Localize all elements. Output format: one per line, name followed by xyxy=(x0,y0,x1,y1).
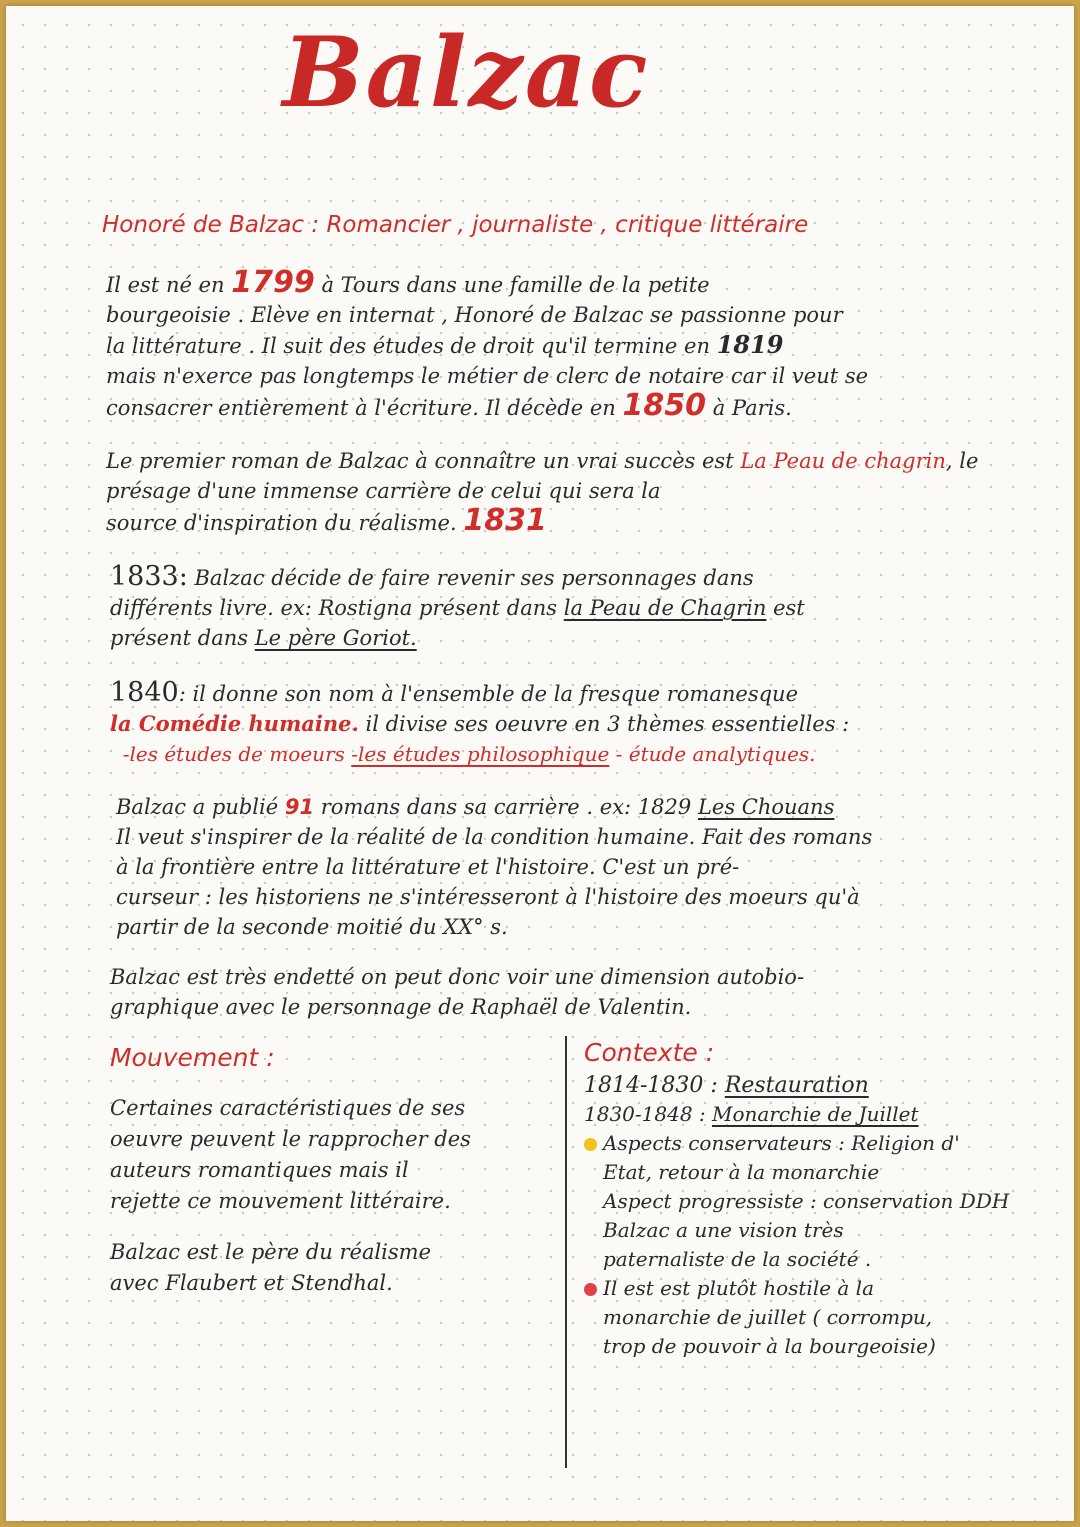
subtitle: Honoré de Balzac : Romancier , journaliste , critique littéraire xyxy=(102,212,809,238)
theme-analytiques: - étude analytiques. xyxy=(615,742,816,766)
comedie-humaine: la Comédie humaine. xyxy=(110,711,359,736)
monarchie-de-juillet: Monarchie de Juillet xyxy=(712,1102,919,1126)
page-title: Balzac xyxy=(282,16,650,129)
year-1840: 1840 xyxy=(110,677,179,708)
column-divider xyxy=(565,1036,567,1468)
book-peau-de-chagrin-underlined: la Peau de Chagrin xyxy=(563,596,767,620)
contexte-section: Contexte : 1814-1830 : Restauration 1830-1848 : Monarchie de Juillet Aspects conservateurs : Religion d' Etat, retour à la monarchie Aspect progressiste : conservation DDH Balzac a une vision très paternaliste de la société . Il est est plutôt hostile à la monarchie de juillet ( corrompu, trop de pouvoir à la bourgeoisie) xyxy=(584,1038,1054,1361)
publications-paragraph: Balzac a publié 91 romans dans sa carrière . ex: 1829 Les Chouans Il veut s'inspirer de la réalité de la condition humaine. Fait des romans à la frontière entre la littérature et l'histoire. C'est un pré- curseur : les historiens ne s'intéresseront à l'histoire des moeurs qu'à partir de la seconde moitié du XX° s. xyxy=(116,795,873,939)
death-year: 1850 xyxy=(622,388,706,423)
red-bullet-icon xyxy=(584,1283,597,1296)
law-end-year: 1819 xyxy=(716,330,784,359)
first-success-paragraph: Le premier roman de Balzac à connaître un vrai succès est La Peau de chagrin, le présage d'une immense carrière de celui qui sera la source d'inspiration du réalisme. 1831 xyxy=(106,449,979,538)
mouvement-section: Mouvement : Certaines caractéristiques de ses oeuvre peuvent le rapprocher des auteurs romantiques mais il rejette ce mouvement littéraire. Balzac est le père du réalisme avec Flaubert et Stendhal. xyxy=(110,1042,550,1299)
contexte-heading: Contexte : xyxy=(584,1038,715,1067)
book-les-chouans: Les Chouans xyxy=(697,795,835,819)
success-year: 1831 xyxy=(463,503,547,538)
book-peau-de-chagrin: La Peau de chagrin xyxy=(740,449,946,473)
book-pere-goriot: Le père Goriot. xyxy=(254,626,417,650)
year-1833: 1833: xyxy=(110,561,188,592)
recurring-characters-paragraph: 1833: Balzac décide de faire revenir ses personnages dans différents livre. ex: Rostigna présent dans la Peau de Chagrin est présent dans Le père Goriot. xyxy=(110,561,805,650)
debt-paragraph: Balzac est très endetté on peut donc voir une dimension autobio- graphique avec le personnage de Raphaël de Valentin. xyxy=(110,965,805,1019)
notebook-page xyxy=(6,6,1074,1521)
restauration: Restauration xyxy=(724,1073,869,1098)
theme-moeurs: -les études de moeurs xyxy=(122,742,345,766)
theme-philosophique: -les études philosophique xyxy=(351,742,610,766)
novel-count: 91 xyxy=(284,795,315,819)
biography-paragraph: Il est né en 1799 à Tours dans une famille de la petite bourgeoisie . Elève en internat , Honoré de Balzac se passionne pour la littérature . Il suit des études de droit qu'il termine en 1819 mais n'exerce pas longtemps le métier de clerc de notaire car il veut se consacrer entièrement à l'écriture. Il décède en 1850 à Paris. xyxy=(106,265,869,423)
yellow-bullet-icon xyxy=(584,1138,597,1151)
birth-year: 1799 xyxy=(231,265,315,300)
comedie-humaine-paragraph: 1840: il donne son nom à l'ensemble de la fresque romanesque la Comédie humaine. il divise ses oeuvre en 3 thèmes essentielles : -les études de moeurs -les études philosophique - étude analytiques. xyxy=(110,677,850,766)
mouvement-heading: Mouvement : xyxy=(110,1043,275,1072)
